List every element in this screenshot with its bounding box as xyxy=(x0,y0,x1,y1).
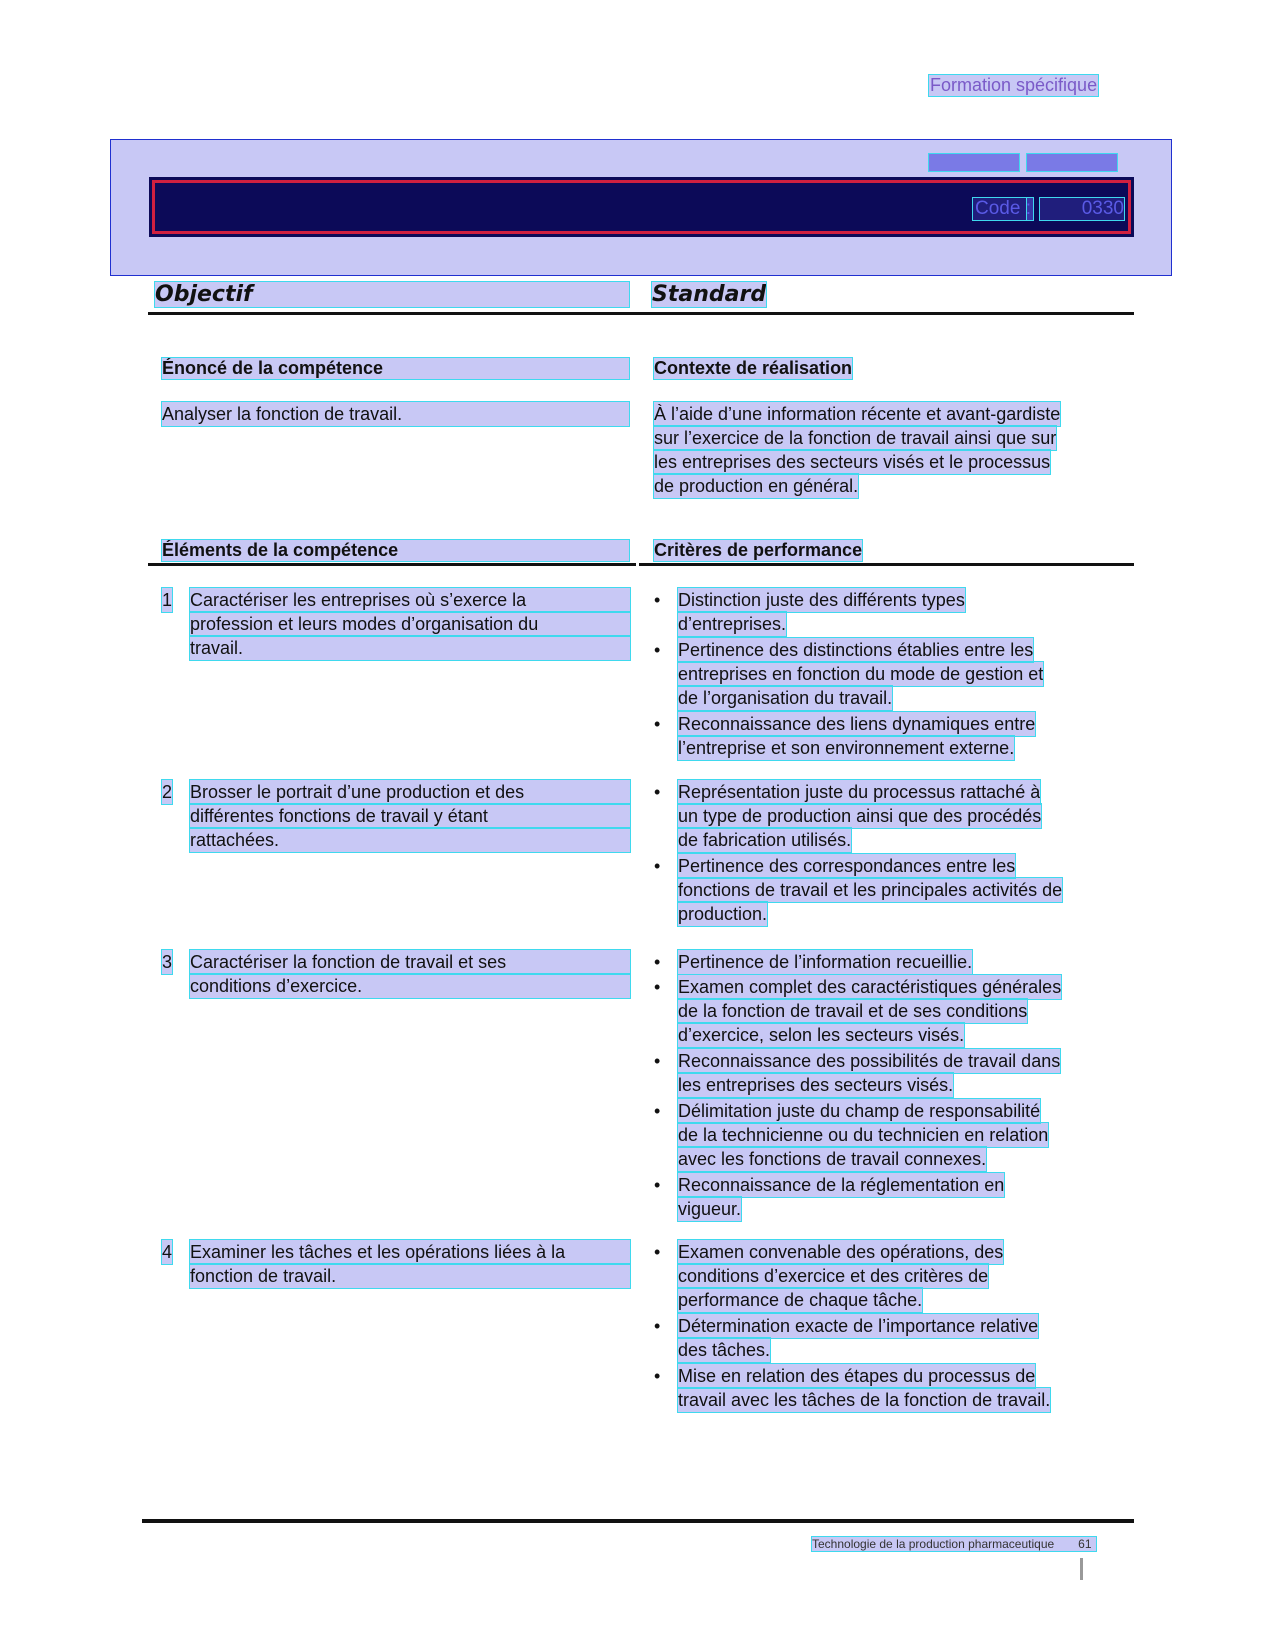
bullet: • xyxy=(654,1051,661,1071)
criterion-line: travail avec les tâches de la fonction de travail. xyxy=(678,1390,1051,1410)
element-line: conditions d’exercice. xyxy=(190,974,630,998)
element-line: profession et leurs modes d’organisation du xyxy=(190,612,630,636)
bullet: • xyxy=(654,1101,661,1121)
criterion xyxy=(654,1099,1134,1171)
criterion-line: Détermination exacte de l’importance relative xyxy=(678,1316,1039,1336)
criterion-line: Examen convenable des opérations, des xyxy=(678,1242,1004,1262)
element-number: 3 xyxy=(162,952,173,972)
criterion-line: d’entreprises. xyxy=(678,614,787,634)
element-line: travail. xyxy=(190,636,630,660)
criterion-line: Pertinence des correspondances entre les xyxy=(678,856,1016,876)
footer-program: Technologie de la production pharmaceutique xyxy=(812,1537,1055,1551)
standard-heading: Standard xyxy=(652,282,767,307)
criteria-group-4 xyxy=(654,1240,1134,1412)
code-separator xyxy=(1027,198,1033,220)
criterion-line: l’entreprise et son environnement externe. xyxy=(678,738,1015,758)
code-value: 0330 xyxy=(1040,198,1124,220)
contexte-line: sur l’exercice de la fonction de travail ainsi que sur xyxy=(654,428,1057,448)
element-line: Brosser le portrait d’une production et des xyxy=(190,780,630,804)
criterion-line: Pertinence de l’information recueillie. xyxy=(678,952,973,972)
contexte-text xyxy=(654,402,1060,498)
bullet: • xyxy=(654,640,661,660)
criterion-line: Examen complet des caractéristiques générales xyxy=(678,977,1062,997)
page-number: 61 xyxy=(1078,1537,1092,1551)
criterion-line: les entreprises des secteurs visés. xyxy=(678,1075,954,1095)
criterion-line: un type de production ainsi que des procédés xyxy=(678,806,1042,826)
bullet: • xyxy=(654,856,661,876)
contexte-line: À l’aide d’une information récente et avant-gardiste xyxy=(654,404,1061,424)
criterion xyxy=(654,712,1134,760)
criterion-line: production. xyxy=(678,904,768,924)
criterion-line: conditions d’exercice et des critères de xyxy=(678,1266,989,1286)
criterion xyxy=(654,1173,1134,1221)
criteria-group-1 xyxy=(654,588,1134,760)
criterion xyxy=(654,780,1134,852)
bullet: • xyxy=(654,977,661,997)
criterion xyxy=(654,588,1134,636)
criterion-line: Distinction juste des différents types xyxy=(678,590,965,610)
element-line: fonction de travail. xyxy=(190,1264,630,1288)
criteria-group-3 xyxy=(654,950,1134,1221)
criterion-line: de fabrication utilisés. xyxy=(678,830,852,850)
criterion xyxy=(654,638,1134,710)
criterion-line: Représentation juste du processus rattaché à xyxy=(678,782,1041,802)
element-line: Caractériser la fonction de travail et ses xyxy=(190,950,630,974)
criterion-line: des tâches. xyxy=(678,1340,771,1360)
criterion-line: Pertinence des distinctions établies entre les xyxy=(678,640,1034,660)
criterion-line: d’exercice, selon les secteurs visés. xyxy=(678,1025,965,1045)
footer-rule xyxy=(142,1519,1134,1523)
banner-mini-box-right xyxy=(1027,154,1117,171)
bullet: • xyxy=(654,1366,661,1386)
bullet: • xyxy=(654,1316,661,1336)
criterion-line: de la fonction de travail et de ses conditions xyxy=(678,1001,1028,1021)
bullet: • xyxy=(654,952,661,972)
criterion-line: performance de chaque tâche. xyxy=(678,1290,923,1310)
bullet: • xyxy=(654,1242,661,1262)
element-number: 4 xyxy=(162,1242,173,1262)
criterion-line: avec les fonctions de travail connexes. xyxy=(678,1149,987,1169)
criterion-line: Reconnaissance des liens dynamiques entre xyxy=(678,714,1036,734)
criterion xyxy=(654,1240,1134,1312)
criterion-line: vigueur. xyxy=(678,1199,742,1219)
criterion xyxy=(654,975,1134,1047)
criterion-line: fonctions de travail et les principales activités de xyxy=(678,880,1063,900)
criterion-line: Délimitation juste du champ de responsabilité xyxy=(678,1101,1041,1121)
element-line: Caractériser les entreprises où s’exerce la xyxy=(190,588,630,612)
footer xyxy=(812,1537,1096,1551)
code-label: Code : xyxy=(975,198,1031,219)
heading-rule xyxy=(148,312,1134,315)
banner-mini-box-left xyxy=(929,154,1019,171)
bullet: • xyxy=(654,1175,661,1195)
elements-heading: Éléments de la compétence xyxy=(162,540,629,561)
element-line: Examiner les tâches et les opérations liées à la xyxy=(190,1240,630,1264)
formation-label: Formation spécifique xyxy=(930,75,1098,95)
element-number: 2 xyxy=(162,782,173,802)
criterion-line: entreprises en fonction du mode de gestion et xyxy=(678,664,1044,684)
criteria-group-2 xyxy=(654,780,1134,926)
bullet: • xyxy=(654,782,661,802)
contexte-line: de production en général. xyxy=(654,476,859,496)
element-line: différentes fonctions de travail y étant xyxy=(190,804,630,828)
bullet: • xyxy=(654,590,661,610)
criterion-line: de l’organisation du travail. xyxy=(678,688,893,708)
contexte-heading: Contexte de réalisation xyxy=(654,358,853,378)
criteres-rule xyxy=(639,563,1134,566)
bullet: • xyxy=(654,714,661,734)
criterion-line: Reconnaissance des possibilités de travail dans xyxy=(678,1051,1061,1071)
contexte-line: les entreprises des secteurs visés et le processus xyxy=(654,452,1051,472)
criterion xyxy=(654,1314,1134,1362)
enonce-text: Analyser la fonction de travail. xyxy=(162,402,629,426)
criterion-line: de la technicienne ou du technicien en relation xyxy=(678,1125,1049,1145)
criterion-line: Reconnaissance de la réglementation en xyxy=(678,1175,1005,1195)
elements-rule xyxy=(148,563,636,566)
element-line: rattachées. xyxy=(190,828,630,852)
enonce-heading: Énoncé de la compétence xyxy=(162,358,629,379)
page-mark xyxy=(1080,1558,1083,1580)
objectif-heading: Objectif xyxy=(155,282,629,307)
criterion xyxy=(654,1049,1134,1097)
criterion xyxy=(654,1364,1134,1412)
element-number: 1 xyxy=(162,590,173,610)
criteres-heading: Critères de performance xyxy=(654,540,863,560)
criterion-line: Mise en relation des étapes du processus de xyxy=(678,1366,1036,1386)
criterion xyxy=(654,854,1134,926)
criterion xyxy=(654,950,1134,974)
